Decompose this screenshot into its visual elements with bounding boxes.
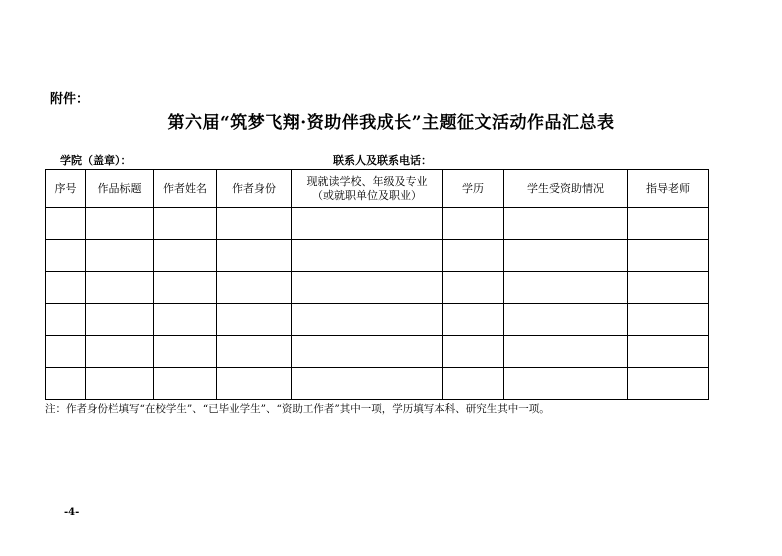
header-education: 学历 xyxy=(443,170,504,208)
table-cell[interactable] xyxy=(154,240,217,272)
table-cell[interactable] xyxy=(154,272,217,304)
page-number: -4- xyxy=(64,507,80,518)
table-cell[interactable] xyxy=(86,368,154,400)
table-cell[interactable] xyxy=(628,208,709,240)
table-row xyxy=(46,240,709,272)
table-cell[interactable] xyxy=(46,240,86,272)
table-row xyxy=(46,336,709,368)
contact-label: 联系人及联系电话： xyxy=(333,154,432,167)
table-cell[interactable] xyxy=(443,208,504,240)
table-cell[interactable] xyxy=(154,208,217,240)
table-cell[interactable] xyxy=(443,368,504,400)
table-cell[interactable] xyxy=(46,336,86,368)
table-cell[interactable] xyxy=(86,336,154,368)
table-cell[interactable] xyxy=(217,208,292,240)
table-cell[interactable] xyxy=(217,240,292,272)
table-cell[interactable] xyxy=(443,272,504,304)
table-cell[interactable] xyxy=(628,336,709,368)
table-cell[interactable] xyxy=(154,368,217,400)
table-cell[interactable] xyxy=(292,336,443,368)
table-cell[interactable] xyxy=(86,208,154,240)
table-cell[interactable] xyxy=(46,272,86,304)
header-author-name: 作者姓名 xyxy=(154,170,217,208)
header-author-identity: 作者身份 xyxy=(217,170,292,208)
table-row xyxy=(46,304,709,336)
table-cell[interactable] xyxy=(504,240,628,272)
table-cell[interactable] xyxy=(504,368,628,400)
header-school-line2: （或就职单位及职业） xyxy=(312,188,422,202)
table-header-row xyxy=(46,170,709,208)
table-cell[interactable] xyxy=(292,368,443,400)
table-cell[interactable] xyxy=(217,272,292,304)
table-cell[interactable] xyxy=(86,272,154,304)
table-row xyxy=(46,272,709,304)
table-cell[interactable] xyxy=(292,208,443,240)
table-cell[interactable] xyxy=(292,240,443,272)
table-cell[interactable] xyxy=(443,240,504,272)
page-title: 第六届“筑梦飞翔·资助伴我成长”主题征文活动作品汇总表 xyxy=(167,113,615,133)
table-cell[interactable] xyxy=(504,304,628,336)
table-cell[interactable] xyxy=(628,368,709,400)
header-school-grade-major xyxy=(292,170,443,208)
footnote: 注：作者身份栏填写“在校学生”、“已毕业学生”、“资助工作者”其中一项，学历填写本科、研究生其中一项。 xyxy=(45,403,550,415)
header-aid-status: 学生受资助情况 xyxy=(504,170,628,208)
header-school-line1: 现就读学校、年级及专业 xyxy=(306,174,428,188)
table-cell[interactable] xyxy=(292,272,443,304)
table-cell[interactable] xyxy=(628,240,709,272)
table-cell[interactable] xyxy=(217,304,292,336)
summary-table xyxy=(45,169,709,400)
table-cell[interactable] xyxy=(86,304,154,336)
table-body xyxy=(46,208,709,400)
table-row xyxy=(46,208,709,240)
header-index: 序号 xyxy=(46,170,86,208)
table-cell[interactable] xyxy=(154,336,217,368)
school-seal-label: 学院（盖章）： xyxy=(60,154,132,167)
table-cell[interactable] xyxy=(292,304,443,336)
header-work-title: 作品标题 xyxy=(86,170,154,208)
table-cell[interactable] xyxy=(46,304,86,336)
table-cell[interactable] xyxy=(443,304,504,336)
table-cell[interactable] xyxy=(217,368,292,400)
attachment-label: 附件： xyxy=(50,92,90,107)
table-cell[interactable] xyxy=(154,304,217,336)
table-cell[interactable] xyxy=(628,304,709,336)
table-cell[interactable] xyxy=(86,240,154,272)
table-cell[interactable] xyxy=(504,272,628,304)
table-cell[interactable] xyxy=(217,336,292,368)
table-row xyxy=(46,368,709,400)
header-advisor: 指导老师 xyxy=(628,170,709,208)
table-cell[interactable] xyxy=(504,208,628,240)
table-cell[interactable] xyxy=(46,368,86,400)
table-cell[interactable] xyxy=(628,272,709,304)
table-cell[interactable] xyxy=(443,336,504,368)
table-cell[interactable] xyxy=(46,208,86,240)
table-cell[interactable] xyxy=(504,336,628,368)
